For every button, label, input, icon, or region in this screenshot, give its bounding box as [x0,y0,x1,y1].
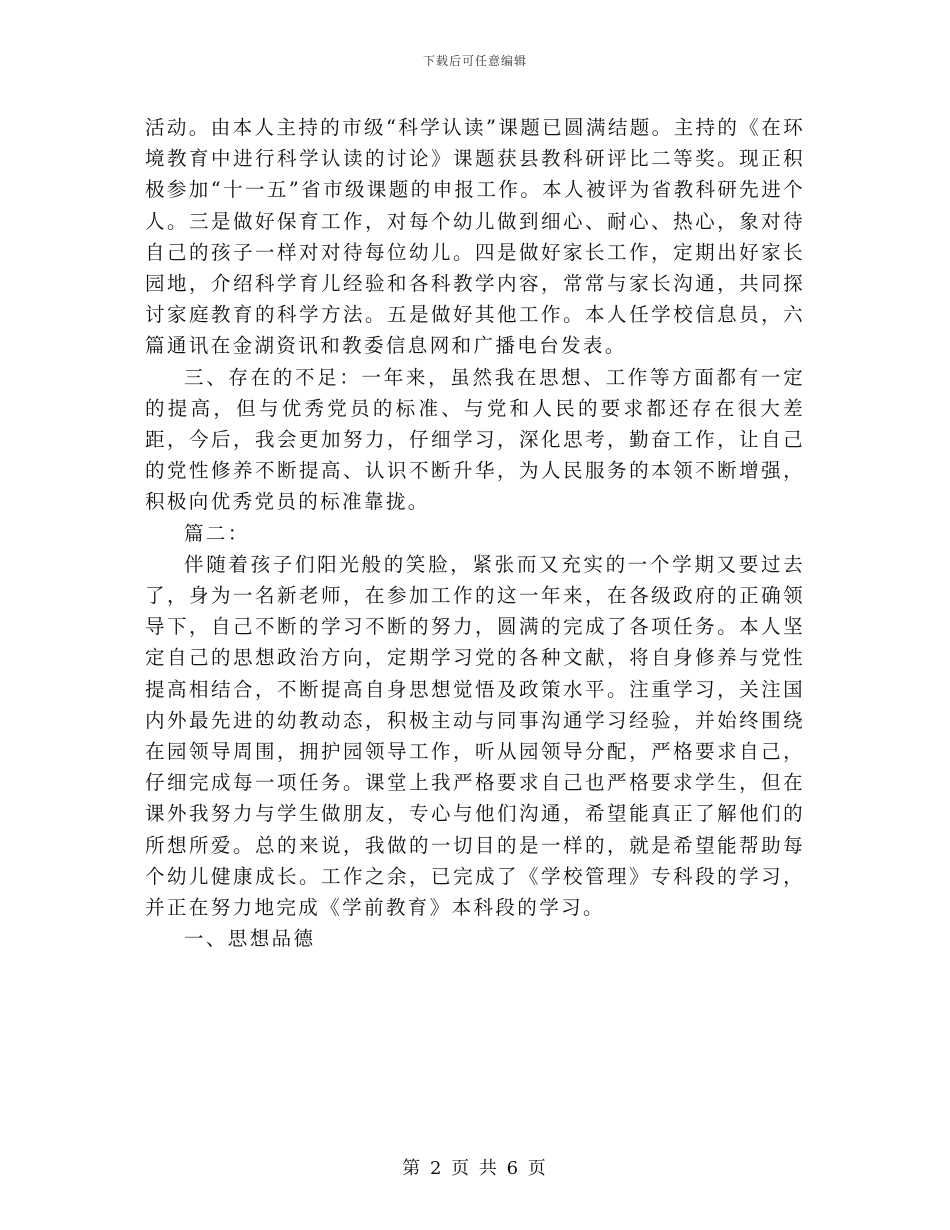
page-footer [0,1154,950,1180]
footer-middle: 页 共 [451,1158,499,1179]
current-page-number: 2 [429,1158,444,1179]
footer-suffix: 页 [527,1158,548,1179]
page-header: 下载后可任意编辑 [422,54,527,68]
document-body [145,112,805,954]
total-page-number: 6 [506,1158,521,1179]
paragraph-part-two-intro: 伴随着孩子们阳光般的笑脸，紧张而又充实的一个学期又要过去了，身为一名新老师，在参加工作的这一年来，在各级政府的正确领导下，自己不断的学习不断的努力，圆满的完成了各项任务。本人坚定自己的思想政治方向，定期学习党的各种文献，将自身修养与党性提高相结合，不断提高自身思想觉悟及政策水平。注重学习，关注国内外最先进的幼教动态，积极主动与同事沟通学习经验，并始终围绕在园领导周围，拥护园领导工作，听从园领导分配，严格要求自己，仔细完成每一项任务。课堂上我严格要求自己也严格要求学生，但在课外我努力与学生做朋友，专心与他们沟通，希望能真正了解他们的所想所爱。总的来说，我做的一切目的是一样的，就是希望能帮助每个幼儿健康成长。工作之余，已完成了《学校管理》专科段的学习，并正在努力地完成《学前教育》本科段的学习。 [145,552,805,920]
footer-prefix: 第 [402,1158,423,1179]
paragraph-continuation: 活动。由本人主持的市级“科学认读”课题已圆满结题。主持的《在环境教育中进行科学认读的讨论》课题获县教科研评比二等奖。现正积极参加“十一五”省市级课题的申报工作。本人被评为省教科研先进个人。三是做好保育工作，对每个幼儿做到细心、耐心、热心，象对待自己的孩子一样对对待每位幼儿。四是做好家长工作，定期出好家长园地，介绍科学育儿经验和各科教学内容，常常与家长沟通，共同探讨家庭教育的科学方法。五是做好其他工作。本人任学校信息员，六篇通讯在金湖资讯和教委信息网和广播电台发表。 [145,116,805,358]
paragraph-shortcomings: 三、存在的不足：一年来，虽然我在思想、工作等方面都有一定的提高，但与优秀党员的标准、与党和人民的要求都还存在很大差距，今后，我会更加努力，仔细学习，深化思考，勤奋工作，让自己的党性修养不断提高、认识不断升华，为人民服务的本领不断增强，积极向优秀党员的标准靠拢。 [145,365,805,514]
section-heading-part-two: 篇二： [184,521,250,545]
section-heading-moral-character: 一、思想品德 [184,927,316,951]
